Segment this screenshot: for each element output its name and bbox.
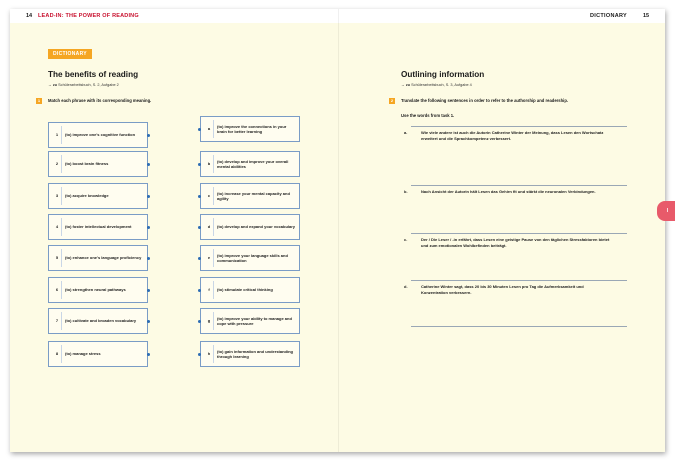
meaning-connector-dot[interactable]: [198, 128, 201, 131]
divider: [61, 155, 62, 173]
sentence-label: a.: [404, 130, 408, 135]
right-section-title: DICTIONARY: [590, 13, 628, 19]
chapter-side-tab[interactable]: I: [657, 201, 675, 221]
meaning-text: (to) improve your language skills and communication: [217, 252, 288, 263]
sentence-label: b.: [404, 189, 408, 194]
task-sub-instruction: Use the words from task 1.: [401, 113, 455, 118]
phrase-number: 2: [55, 161, 59, 166]
phrase-connector-dot[interactable]: [147, 134, 150, 137]
meaning-text: (to) stimulate critical thinking: [217, 287, 273, 293]
task-number: 2: [390, 98, 394, 103]
phrase-text: (to) improve one's cognitive function: [65, 132, 136, 138]
phrase-connector-dot[interactable]: [147, 163, 150, 166]
phrase-text: (to) enhance one's language proficiency: [65, 255, 142, 261]
meaning-connector-dot[interactable]: [198, 257, 201, 260]
task-instruction: Translate the following sentences in order to refer to the authorship and readership.: [401, 98, 569, 103]
chapter-title: LEAD-IN: THE POWER OF READING: [38, 13, 139, 19]
meaning-box[interactable]: [200, 214, 300, 240]
translation-row[interactable]: [404, 280, 627, 327]
sentence-text: Catherine Winter sagt, dass 20 bis 30 Minuten Lesen pro Tag die Aufmerksamkeit und Konzentration verbessern.: [421, 284, 584, 295]
task-instruction: Match each phrase with its corresponding meaning.: [48, 98, 152, 103]
meaning-connector-dot[interactable]: [198, 320, 201, 323]
phrase-box[interactable]: [48, 245, 148, 271]
phrase-text: (to) cultivate and broaden vocabulary: [65, 318, 137, 324]
meaning-box[interactable]: [200, 308, 300, 334]
meaning-text: (to) develop and expand your vocabulary: [217, 224, 296, 230]
phrase-box[interactable]: [48, 214, 148, 240]
phrase-box[interactable]: [48, 277, 148, 303]
divider: [61, 312, 62, 330]
meaning-connector-dot[interactable]: [198, 163, 201, 166]
meaning-letter: a: [207, 126, 211, 131]
right-reference: [401, 83, 472, 87]
meaning-connector-dot[interactable]: [198, 226, 201, 229]
meaning-letter: f: [208, 287, 210, 292]
meaning-letter: d: [207, 224, 211, 229]
sentence-label: c.: [404, 237, 408, 242]
divider: [213, 345, 214, 363]
divider: [213, 312, 214, 330]
left-reference: [48, 83, 119, 87]
phrase-text: (to) acquire knowledge: [65, 193, 109, 199]
meaning-text: (to) improve the connections in your brain for better learning: [217, 123, 287, 134]
sentence-text: Wie viele andere ist auch die Autorin Catherine Winter der Meinung, dass Lesen den Wortschatz erweitert und die Sprachkompetenz verbessert.: [421, 130, 604, 141]
phrase-number: 6: [55, 287, 59, 292]
divider: [213, 281, 214, 299]
task-number: 1: [37, 98, 41, 103]
phrase-box[interactable]: [48, 183, 148, 209]
translation-row[interactable]: [404, 233, 627, 280]
right-page-number: 15: [643, 13, 650, 19]
arrow-icon: →: [48, 83, 52, 87]
meaning-text: (to) improve your ability to manage and cope with pressure: [217, 315, 292, 326]
meaning-letter: c: [207, 193, 211, 198]
divider: [213, 218, 214, 236]
meaning-box[interactable]: [200, 116, 300, 142]
meaning-connector-dot[interactable]: [198, 195, 201, 198]
phrase-connector-dot[interactable]: [147, 226, 150, 229]
phrase-box[interactable]: [48, 151, 148, 177]
phrase-box[interactable]: [48, 341, 148, 367]
meaning-box[interactable]: [200, 183, 300, 209]
phrase-number: 1: [55, 132, 59, 137]
reference-prefix: zu: [405, 83, 411, 87]
phrase-box[interactable]: [48, 122, 148, 148]
divider: [61, 126, 62, 144]
reference-prefix: zu: [52, 83, 58, 87]
meaning-letter: g: [207, 318, 211, 323]
phrase-connector-dot[interactable]: [147, 257, 150, 260]
phrase-number: 4: [55, 224, 59, 229]
divider: [213, 155, 214, 173]
divider: [213, 249, 214, 267]
sentence-text: Nach Ansicht der Autorin hält Lesen das Gehirn fit und stärkt die neuronalen Verbindungen.: [421, 189, 596, 194]
phrase-text: (to) boost brain fitness: [65, 161, 109, 167]
book-spread: [10, 9, 669, 452]
meaning-text: (to) develop and improve your overall mental abilities: [217, 158, 289, 169]
divider: [61, 345, 62, 363]
dictionary-badge: DICTIONARY: [48, 49, 92, 59]
meaning-letter: b: [207, 161, 211, 166]
divider: [61, 187, 62, 205]
phrase-text: (to) strengthen neural pathways: [65, 287, 126, 293]
divider: [213, 120, 214, 138]
sentence-text: Der / Die Leser / -in erfährt, dass Lesen eine geistige Pause von den täglichen Stressfaktoren bietet und zum emotionalen Wohlbefinden beiträgt.: [421, 237, 610, 248]
divider: [61, 218, 62, 236]
phrase-connector-dot[interactable]: [147, 289, 150, 292]
meaning-text: (to) gain information and understanding through learning: [217, 348, 293, 359]
meaning-connector-dot[interactable]: [198, 353, 201, 356]
divider: [61, 249, 62, 267]
phrase-number: 7: [55, 318, 59, 323]
phrase-text: (to) foster intellectual development: [65, 224, 132, 230]
translation-row[interactable]: [404, 126, 627, 185]
phrase-number: 5: [55, 255, 59, 260]
phrase-number: 8: [55, 351, 59, 356]
phrase-connector-dot[interactable]: [147, 195, 150, 198]
meaning-box[interactable]: [200, 277, 300, 303]
meaning-connector-dot[interactable]: [198, 289, 201, 292]
phrase-box[interactable]: [48, 308, 148, 334]
reference-text: Schülerarbeitsbuch, S. 3, Aufgabe 4: [411, 83, 472, 87]
phrase-number: 3: [55, 193, 59, 198]
sentence-label: d.: [404, 284, 408, 289]
left-heading: The benefits of reading: [48, 70, 139, 79]
phrase-text: (to) manage stress: [65, 351, 101, 357]
meaning-box[interactable]: [200, 341, 300, 367]
page-gutter: [338, 9, 339, 452]
translation-row[interactable]: [404, 185, 627, 233]
divider: [213, 187, 214, 205]
left-page-number: 14: [26, 13, 33, 19]
divider: [61, 281, 62, 299]
meaning-letter: h: [207, 351, 211, 356]
meaning-letter: e: [207, 255, 211, 260]
reference-text: Schülerarbeitsbuch, S. 2, Aufgabe 2: [58, 83, 119, 87]
phrase-connector-dot[interactable]: [147, 353, 150, 356]
phrase-connector-dot[interactable]: [147, 320, 150, 323]
meaning-text: (to) increase your mental capacity and agility: [217, 190, 290, 201]
meaning-box[interactable]: [200, 151, 300, 177]
meaning-box[interactable]: [200, 245, 300, 271]
right-heading: Outlining information: [401, 70, 485, 79]
arrow-icon: →: [401, 83, 405, 87]
